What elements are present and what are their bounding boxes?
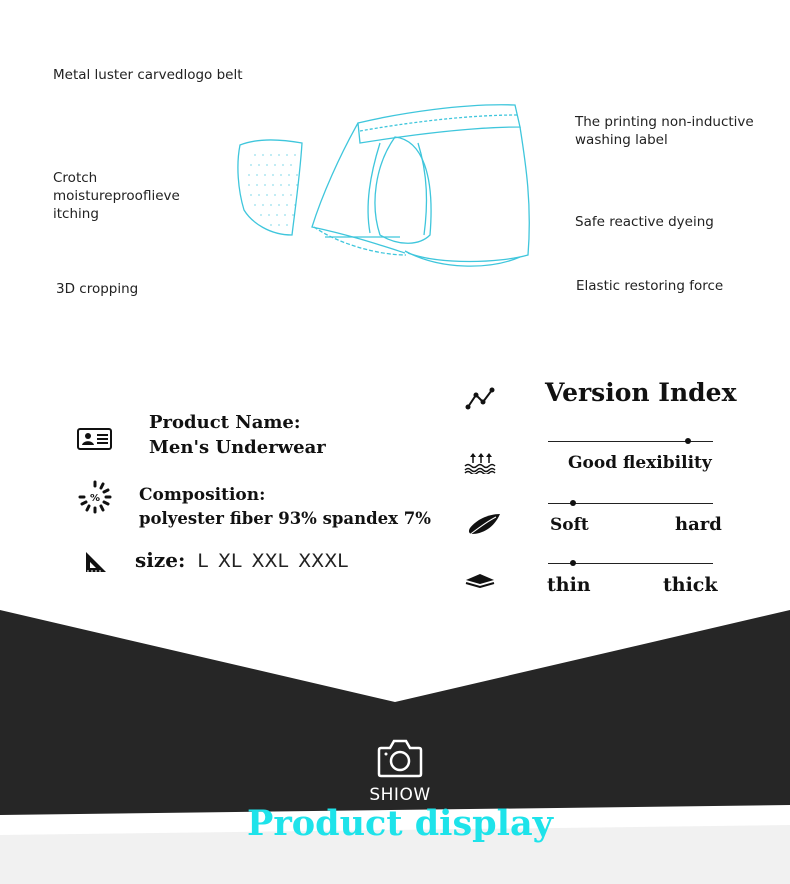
size-row bbox=[135, 548, 358, 572]
callout-crotch-line3: itching bbox=[53, 206, 99, 222]
thickness-left-label: thin bbox=[547, 574, 591, 596]
version-index-title: Version Index bbox=[545, 378, 737, 407]
callout-label-line1: The printing non-inductive bbox=[575, 114, 754, 130]
thickness-scale-marker bbox=[570, 560, 576, 566]
layers-icon bbox=[464, 572, 496, 588]
id-card-icon bbox=[77, 428, 112, 450]
product-name-label: Product Name: bbox=[149, 412, 301, 433]
ruler-triangle-icon bbox=[84, 550, 108, 574]
size-option-l: L bbox=[197, 550, 208, 572]
feather-icon bbox=[466, 512, 502, 538]
size-option-xl: XL bbox=[217, 550, 242, 572]
composition-value: polyester fiber 93% spandex 7% bbox=[139, 509, 431, 528]
flexibility-scale-marker bbox=[685, 438, 691, 444]
callout-cropping: 3D cropping bbox=[56, 281, 139, 297]
size-option-xxxl: XXXL bbox=[298, 550, 348, 572]
underwear-diagram bbox=[230, 95, 535, 275]
callout-dyeing: Safe reactive dyeing bbox=[575, 214, 714, 230]
percent-icon bbox=[78, 480, 112, 514]
stretch-waves-icon bbox=[463, 452, 499, 474]
banner-title: Product display bbox=[247, 803, 553, 844]
thickness-right-label: thick bbox=[663, 574, 718, 596]
camera-icon bbox=[377, 738, 423, 778]
callout-crotch bbox=[53, 169, 180, 223]
softness-left-label: Soft bbox=[550, 515, 589, 535]
callout-belt: Metal luster carvedlogo belt bbox=[53, 67, 243, 83]
flexibility-label: Good flexibility bbox=[568, 453, 712, 473]
callout-crotch-line1: Crotch bbox=[53, 170, 98, 186]
banner-subtitle: SHIOW bbox=[369, 785, 431, 805]
callout-elastic: Elastic restoring force bbox=[576, 278, 724, 294]
softness-right-label: hard bbox=[675, 514, 722, 535]
product-name-value: Men's Underwear bbox=[149, 437, 326, 458]
softness-scale-marker bbox=[570, 500, 576, 506]
line-graph-icon bbox=[465, 387, 495, 411]
callout-crotch-line2: moistureprooflieve bbox=[53, 188, 180, 204]
svg-text:%: % bbox=[89, 493, 101, 504]
composition-label: Composition: bbox=[139, 485, 266, 505]
callout-label bbox=[575, 113, 754, 149]
size-option-xxl: XXL bbox=[251, 550, 289, 572]
callout-label-line2: washing label bbox=[575, 132, 668, 148]
size-label: size: bbox=[135, 548, 186, 572]
